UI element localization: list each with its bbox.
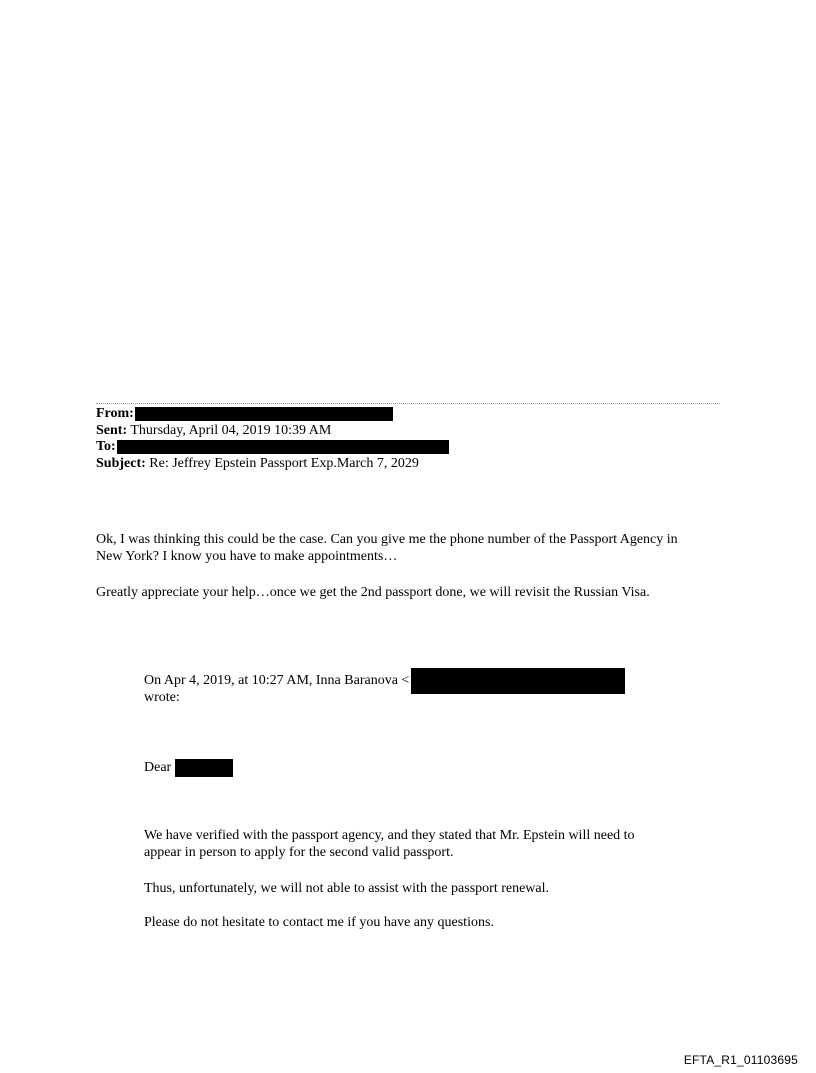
name-redaction (175, 759, 233, 777)
sent-label: Sent: (96, 422, 128, 438)
email-header (96, 406, 449, 472)
from-redaction (135, 407, 393, 421)
to-redaction (117, 440, 449, 454)
quoted-paragraph-2-block (144, 881, 684, 898)
greeting-text: Dear (144, 760, 172, 775)
attribution-prefix: On Apr 4, 2019, at 10:27 AM, Inna Baranova < (144, 673, 410, 688)
to-label: To: (96, 439, 116, 454)
sent-value: Thursday, April 04, 2019 10:39 AM (130, 422, 332, 438)
reply-paragraph-2: Greatly appreciate your help…once we get the 2nd passport done, we will revisit the Russian Visa. (96, 585, 650, 600)
reply-paragraph-1: Ok, I was thinking this could be the case. Can you give me the phone number of the Passport Agency in New York? I know you have to make appointments… (96, 532, 678, 564)
attribution-line (144, 673, 684, 690)
email-redaction (411, 668, 625, 694)
quoted-attribution (144, 673, 684, 706)
quoted-greeting (144, 760, 684, 777)
quoted-paragraph-1-block (144, 828, 674, 861)
sent-line (96, 423, 449, 440)
subject-label: Subject: (96, 455, 146, 471)
from-label: From: (96, 406, 134, 421)
attribution-suffix: wrote: (144, 689, 180, 705)
quoted-paragraph-2: Thus, unfortunately, we will not able to assist with the passport renewal. (144, 881, 550, 896)
to-line (96, 439, 449, 456)
reply-body (96, 532, 706, 565)
header-divider (96, 403, 720, 404)
quoted-paragraph-1: We have verified with the passport agency, and they stated that Mr. Epstein will need to appear in person to apply for the second valid passport. (144, 828, 635, 860)
quoted-paragraph-3-block (144, 915, 684, 932)
subject-value: Re: Jeffrey Epstein Passport Exp.March 7, 2029 (149, 455, 419, 471)
from-line (96, 406, 449, 423)
document-id: EFTA_R1_01103695 (683, 1053, 798, 1067)
quoted-paragraph-3: Please do not hesitate to contact me if you have any questions. (144, 915, 494, 930)
subject-line (96, 456, 449, 473)
reply-body-2 (96, 585, 696, 602)
